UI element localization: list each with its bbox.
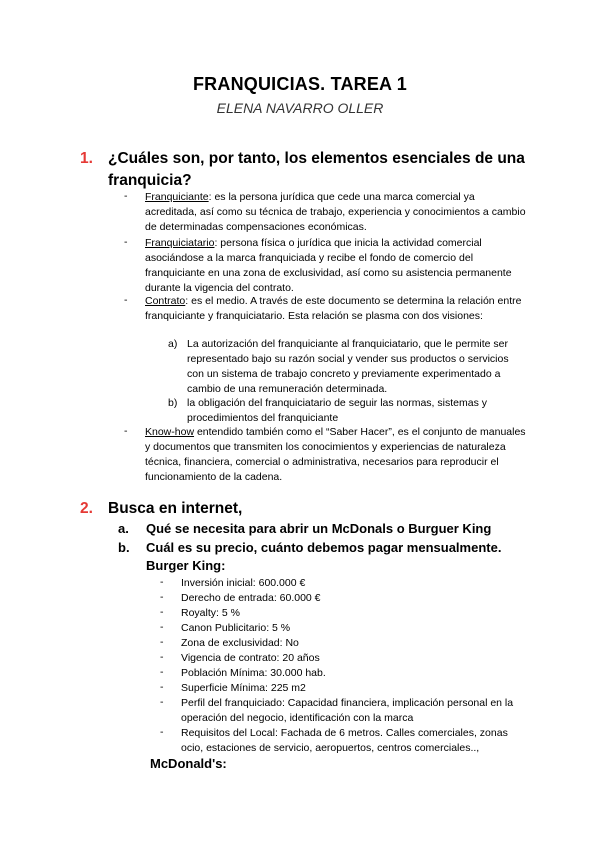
term-franquiciatario: Franquiciatario bbox=[145, 237, 215, 249]
sub-item-label: a) bbox=[168, 338, 178, 350]
question-2-number: 2. bbox=[80, 500, 93, 517]
bk-item-text: Población Mínima: 30.000 hab. bbox=[181, 667, 326, 679]
question-2a-label: a. bbox=[118, 521, 129, 536]
question-2-text: Busca en internet, bbox=[108, 500, 243, 517]
question-1-text: ¿Cuáles son, por tanto, los elementos esenciales de una franquicia? bbox=[108, 150, 525, 189]
bk-item-text: Inversión inicial: 600.000 € bbox=[181, 577, 306, 589]
author-name: ELENA NAVARRO OLLER bbox=[216, 100, 384, 116]
question-2a-text: Qué se necesita para abrir un McDonals o Burguer King bbox=[146, 521, 492, 536]
question-1-number: 1. bbox=[80, 150, 93, 167]
question-2b-label: b. bbox=[118, 540, 130, 555]
definition-franquiciante: : es la persona jurídica que cede una marca comercial ya acreditada, así como su técnica de trabajo, experiencia y conocimientos a cambio de determinadas compensaciones económicas. bbox=[145, 191, 526, 233]
mcdonalds-header: McDonald's: bbox=[150, 756, 227, 771]
definition-contrato: : es el medio. A través de este documento se determina la relación entre franquiciante y franquiciatario. Esta relación se plasma con dos visiones: bbox=[145, 295, 522, 322]
bk-item-text: Vigencia de contrato: 20 años bbox=[181, 652, 320, 664]
bk-item-text: Derecho de entrada: 60.000 € bbox=[181, 592, 321, 604]
bk-item-text: Canon Publicitario: 5 % bbox=[181, 622, 291, 634]
definition-know-how: entendido también como el “Saber Hacer”, es el conjunto de manuales y documentos que transmiten los conocimientos y experiencias de naturaleza técnica, financiera, comercial o administrativa, necesarios para reproducir el funcionamiento de la cadena. bbox=[145, 426, 526, 483]
sub-item-text: la obligación del franquiciatario de seguir las normas, sistemas y procedimientos del franquiciante bbox=[187, 397, 487, 424]
bk-item-text: Royalty: 5 % bbox=[181, 607, 240, 619]
bk-item-text: Superficie Mínima: 225 m2 bbox=[181, 682, 306, 694]
bullet-dash: - bbox=[124, 425, 128, 437]
bullet-dash: - bbox=[124, 236, 128, 248]
bk-item-text: Requisitos del Local: Fachada de 6 metros. Calles comerciales, zonas ocio, estaciones de servicio, aeropuertos, centros comerciales.., bbox=[181, 727, 508, 754]
term-contrato: Contrato bbox=[145, 295, 186, 307]
page-title: FRANQUICIAS. TAREA 1 bbox=[192, 74, 407, 94]
term-franquiciante: Franquiciante bbox=[145, 191, 209, 203]
bk-item-text: Perfil del franquiciado: Capacidad financiera, implicación personal en la operación del negocio, identificación con la marca bbox=[181, 697, 514, 724]
bullet-dash: - bbox=[124, 294, 128, 306]
question-2b-text: Cuál es su precio, cuánto debemos pagar mensualmente. bbox=[146, 540, 502, 555]
bullet-dash: - bbox=[124, 190, 128, 202]
definition-franquiciatario: : persona física o jurídica que inicia la actividad comercial asociándose a la marca franquiciada y recibe el fondo de comercio del franquiciante en una zona de exclusividad, así como su asistencia permanente durante la vigencia del contrato. bbox=[145, 237, 512, 294]
burger-king-header: Burger King: bbox=[146, 558, 226, 573]
document-page: FRANQUICIAS. TAREA 1 ELENA NAVARRO OLLER 1. ¿Cuáles son, por tanto, los elementos esenciales de una franquicia? - Franquiciante: es la persona jurídica que cede una marca comercial ya acreditada, así como su técnica de trabajo, experiencia y conocimientos a cambio de determinadas compensaciones económicas. - Franquiciatario: persona física o jurídica que inicia la actividad comercial asociándose a la marca franquiciada y recibe el fondo de comercio del franquiciante en una zona de exclusividad, así como su asistencia permanente durante la vigencia del contrato. - Contrato: es el medio. A través de este documento se determina la relación entre franquiciante y franquiciatario. Esta relación se plasma con dos visiones: a) La autorización del franquiciante al franquiciatario, que le permite ser representado bajo su razón social y vender sus productos o servicios con un sistema de trabajo concreto y previamente experimentado a cambio de una remuneración determinada. b) la obligación del franquiciatario de seguir las normas, sistemas y procedimientos del franquiciante - Know-how entendido también como el “Saber Hacer”, es el conjunto de manuales y documentos que transmiten los conocimientos y experiencias de naturaleza técnica, financiera, comercial o administrativa, necesarios para reproducir el funcionamiento de la cadena. 2. Busca en internet, a. Qué se necesita para abrir un McDonals o Burguer King b. Cuál es su precio, cuánto debemos pagar mensualmente. Burger King: - Inversión inicial: 600.000 € - Derecho de entrada: 60.000 € - Royalty: 5 % - Canon Publicitario: 5 % - Zona de exclusividad: No - Vigencia de contrato: 20 años - Población Mínima: 30.000 hab. - Superficie Mínima: 225 m2 - Perfil del franquiciado: Capacidad financiera, implicación personal en la operación del negocio, identificación con la marca - Requisitos del Local: Fachada de 6 metros. Calles comerciales, zonas ocio, estaciones de servicio, aeropuertos, centros comerciales.., McDonald's: bbox=[0, 0, 600, 848]
sub-item-text: La autorización del franquiciante al franquiciatario, que le permite ser representado bajo su razón social y vender sus productos o servicios con un sistema de trabajo concreto y previamente experimentado a cambio de una remuneración determinada. bbox=[187, 338, 509, 395]
bk-item-text: Zona de exclusividad: No bbox=[181, 637, 299, 649]
term-know-how: Know-how bbox=[145, 426, 195, 438]
sub-item-label: b) bbox=[168, 397, 178, 409]
